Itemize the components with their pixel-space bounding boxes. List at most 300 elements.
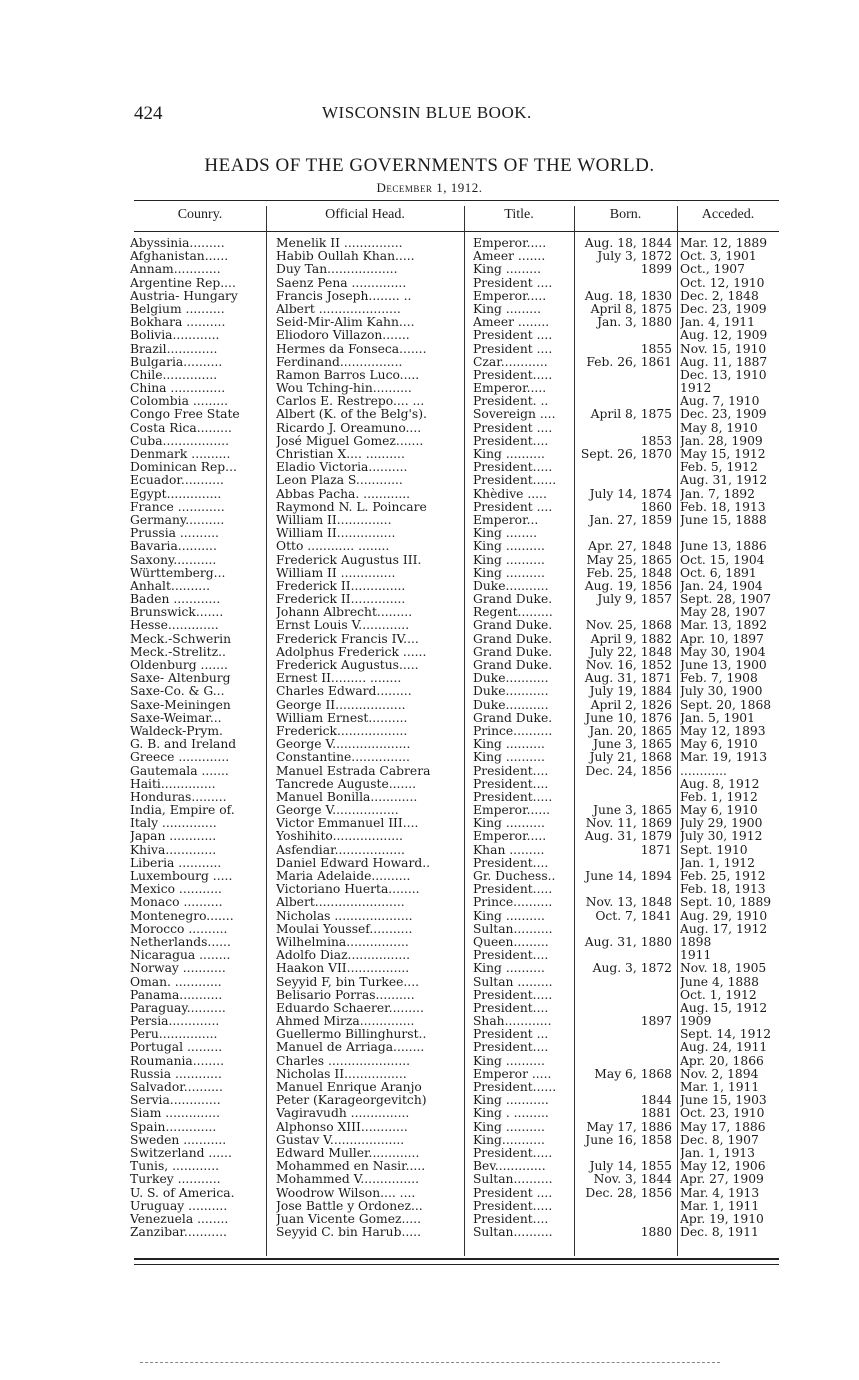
acceded-cell: Feb. 18, 1913 bbox=[680, 883, 766, 897]
acceded-cell: Mar. 12, 1889 bbox=[680, 237, 768, 250]
acceded-cell: 1898 bbox=[680, 935, 712, 949]
acceded-cell: July 30, 1912 bbox=[680, 830, 763, 844]
born-cell: 1897 bbox=[640, 1015, 672, 1029]
country-cell: Morocco .......... bbox=[130, 922, 228, 936]
table-row bbox=[130, 567, 778, 580]
country-cell: Turkey ........... bbox=[130, 1173, 221, 1187]
title-cell: Emperor..... bbox=[473, 830, 547, 844]
country-cell: Belgium .......... bbox=[130, 302, 225, 316]
country-cell: Saxe- Altenburg bbox=[130, 672, 231, 686]
official-head-cell: Tancrede Auguste....... bbox=[276, 777, 417, 791]
acceded-cell: Aug. 15, 1912 bbox=[680, 1001, 768, 1015]
acceded-cell: Mar. 19, 1913 bbox=[680, 751, 768, 765]
title-cell: Gr. Duchess.. bbox=[473, 870, 556, 883]
table-row bbox=[130, 448, 778, 461]
table-row bbox=[130, 923, 778, 936]
title-cell: Grand Duke. bbox=[473, 645, 553, 659]
official-head-cell: Mohammed V............... bbox=[276, 1173, 419, 1187]
table-row bbox=[130, 712, 778, 725]
header-bottom-rule bbox=[134, 231, 779, 232]
table-row bbox=[130, 422, 778, 435]
table-row bbox=[130, 883, 778, 896]
title-cell: Duke........... bbox=[473, 685, 549, 699]
acceded-cell: July 29, 1900 bbox=[680, 817, 763, 831]
table-top-rule bbox=[134, 200, 779, 201]
acceded-cell: Sept. 28, 1907 bbox=[680, 593, 772, 607]
title-cell: Emperor...... bbox=[473, 804, 551, 818]
title-cell: President..... bbox=[473, 790, 553, 804]
born-cell: Oct. 7, 1841 bbox=[595, 909, 672, 923]
acceded-cell: Aug. 24, 1911 bbox=[680, 1041, 768, 1055]
country-cell: Montenegro....... bbox=[130, 909, 234, 923]
official-head-cell: Wilhelmina................ bbox=[276, 935, 409, 949]
page-title: HEADS OF THE GOVERNMENTS OF THE WORLD. bbox=[204, 155, 655, 176]
table-row bbox=[130, 646, 778, 659]
country-cell: Bokhara .......... bbox=[130, 316, 226, 330]
acceded-cell: Mar. 4, 1913 bbox=[680, 1186, 760, 1200]
country-cell: Spain............. bbox=[130, 1120, 217, 1134]
official-head-cell: Raymond N. L. Poincare bbox=[276, 500, 427, 514]
table-row bbox=[130, 290, 778, 303]
column-header-title: Title. bbox=[504, 207, 534, 222]
born-cell: Dec. 28, 1856 bbox=[585, 1186, 672, 1200]
born-cell: Sept. 26, 1870 bbox=[580, 448, 672, 461]
table-row bbox=[130, 685, 778, 698]
country-cell: Meck.-Schwerin bbox=[130, 632, 232, 646]
country-cell: China .............. bbox=[130, 382, 226, 396]
acceded-cell: Dec. 13, 1910 bbox=[680, 368, 767, 382]
country-cell: Honduras......... bbox=[130, 790, 227, 804]
acceded-cell: May 17, 1886 bbox=[680, 1120, 766, 1134]
acceded-cell: Dec. 2, 1848 bbox=[680, 289, 759, 303]
title-cell: Grand Duke. bbox=[473, 632, 553, 646]
country-cell: Ecuador........... bbox=[130, 474, 224, 488]
acceded-cell: Jan. 5, 1901 bbox=[680, 711, 755, 725]
official-head-cell: Nicholas II................ bbox=[276, 1067, 407, 1081]
table-row bbox=[130, 1173, 778, 1186]
official-head-cell: George V.................... bbox=[276, 738, 411, 752]
born-cell: May 25, 1865 bbox=[586, 553, 672, 567]
official-head-cell: Woodrow Wilson.... .... bbox=[276, 1186, 416, 1200]
official-head-cell: Alphonso XIII............ bbox=[276, 1120, 408, 1134]
acceded-cell: Mar. 1, 1911 bbox=[680, 1199, 760, 1213]
born-cell: 1860 bbox=[640, 500, 672, 514]
country-cell: Russia ............ bbox=[130, 1067, 222, 1081]
table-row bbox=[130, 540, 778, 553]
born-cell: June 10, 1876 bbox=[585, 711, 672, 725]
official-head-cell: Ferdinand................ bbox=[276, 355, 403, 369]
official-head-cell: Carlos E. Restrepo.... ... bbox=[276, 395, 425, 409]
country-cell: Venezuela ........ bbox=[130, 1212, 229, 1226]
table-row bbox=[130, 1226, 778, 1239]
country-cell: Uruguay .......... bbox=[130, 1199, 228, 1213]
country-cell: Germany.......... bbox=[130, 513, 225, 527]
born-cell: April 9, 1882 bbox=[590, 632, 672, 646]
table-row bbox=[130, 989, 778, 1002]
acceded-cell: Oct. 3, 1901 bbox=[680, 250, 757, 264]
official-head-cell: William Ernest.......... bbox=[276, 711, 408, 725]
born-cell: June 14, 1894 bbox=[585, 870, 672, 883]
title-cell: Emperor..... bbox=[473, 237, 547, 250]
title-cell: King .......... bbox=[473, 553, 545, 567]
table-row bbox=[130, 1081, 778, 1094]
acceded-cell: July 30, 1900 bbox=[680, 685, 763, 699]
title-cell: Sultan.......... bbox=[473, 922, 553, 936]
official-head-cell: Francis Joseph........ .. bbox=[276, 289, 412, 303]
official-head-cell: Gustav V................... bbox=[276, 1133, 405, 1147]
born-cell: Nov. 16, 1852 bbox=[585, 659, 672, 672]
official-head-cell: Edward Muller............. bbox=[276, 1146, 420, 1160]
acceded-cell: May 6, 1910 bbox=[680, 738, 758, 752]
title-cell: King ......... bbox=[473, 302, 541, 316]
acceded-cell: Aug. 17, 1912 bbox=[680, 922, 768, 936]
country-cell: Prussia .......... bbox=[130, 527, 219, 541]
title-cell: President.... bbox=[473, 777, 549, 791]
born-cell: Jan. 20, 1865 bbox=[589, 724, 672, 738]
official-head-cell: Eduardo Schaerer......... bbox=[276, 1001, 424, 1015]
title-cell: Czar............ bbox=[473, 355, 548, 369]
title-cell: President .... bbox=[473, 329, 553, 343]
country-cell: Brunswick....... bbox=[130, 606, 224, 620]
acceded-cell: June 15, 1903 bbox=[680, 1094, 767, 1108]
born-cell: 1899 bbox=[640, 263, 672, 277]
official-head-cell: Seyyid F, bin Turkee.... bbox=[276, 975, 420, 989]
country-cell: Switzerland ...... bbox=[130, 1146, 232, 1160]
title-cell: Ameer ....... bbox=[473, 250, 546, 264]
official-head-cell: Victor Emmanuel III.... bbox=[276, 817, 419, 831]
acceded-cell: May 12, 1893 bbox=[680, 724, 766, 738]
born-cell: Aug. 31, 1880 bbox=[584, 935, 672, 949]
table-row bbox=[130, 1055, 778, 1068]
official-head-cell: Juan Vicente Gomez..... bbox=[276, 1212, 422, 1226]
country-cell: Cuba................. bbox=[130, 434, 229, 448]
country-cell: Panama........... bbox=[130, 988, 223, 1002]
born-cell: April 2, 1826 bbox=[590, 698, 672, 712]
acceded-cell: 1912 bbox=[680, 382, 712, 396]
official-head-cell: Frederick.................. bbox=[276, 724, 408, 738]
acceded-cell: Aug. 12, 1909 bbox=[680, 329, 768, 343]
official-head-cell: Adolfo Diaz................ bbox=[276, 949, 411, 963]
official-head-cell: Wou Tching-hin.......... bbox=[276, 382, 412, 396]
born-cell: 1881 bbox=[640, 1107, 672, 1121]
table-row bbox=[130, 488, 778, 501]
table-row bbox=[130, 554, 778, 567]
acceded-cell: Nov. 2, 1894 bbox=[680, 1067, 759, 1081]
table-row bbox=[130, 1121, 778, 1134]
table-row bbox=[130, 1147, 778, 1160]
title-cell: King .......... bbox=[473, 751, 545, 765]
country-cell: Egypt.............. bbox=[130, 487, 222, 501]
official-head-cell: Vagiravudh ............... bbox=[276, 1107, 410, 1121]
table-row bbox=[130, 1107, 778, 1120]
country-cell: Annam............ bbox=[130, 263, 221, 277]
acceded-cell: Aug. 11, 1887 bbox=[680, 355, 768, 369]
table-row bbox=[130, 633, 778, 646]
acceded-cell: June 13, 1900 bbox=[680, 659, 767, 672]
official-head-cell: Otto ............ ........ bbox=[276, 540, 390, 554]
born-cell: July 9, 1857 bbox=[597, 593, 672, 607]
acceded-cell: Jan. 7, 1892 bbox=[680, 487, 755, 501]
official-head-cell: Frederick II.............. bbox=[276, 593, 406, 607]
born-cell: 1871 bbox=[640, 843, 672, 857]
country-cell: Bavaria.......... bbox=[130, 540, 217, 554]
title-cell: Grand Duke. bbox=[473, 711, 553, 725]
acceded-cell: Jan. 4, 1911 bbox=[680, 316, 755, 330]
acceded-cell: Feb. 5, 1912 bbox=[680, 461, 758, 475]
title-cell: Duke........... bbox=[473, 698, 549, 712]
country-cell: G. B. and Ireland bbox=[130, 738, 237, 752]
column-header-acceded: Acceded. bbox=[701, 207, 755, 222]
country-cell: Sweden ........... bbox=[130, 1133, 227, 1147]
country-cell: France ............ bbox=[130, 500, 225, 514]
title-cell: Ameer ........ bbox=[473, 316, 550, 330]
acceded-cell: Dec. 23, 1909 bbox=[680, 302, 767, 316]
country-cell: Oman. ............ bbox=[130, 975, 222, 989]
acceded-cell: Nov. 15, 1910 bbox=[680, 342, 767, 356]
born-cell: Jan. 3, 1880 bbox=[597, 316, 672, 330]
born-cell: 1853 bbox=[640, 434, 672, 448]
official-head-cell: Ernest II......... ........ bbox=[276, 672, 402, 686]
acceded-cell: ............ bbox=[680, 764, 727, 778]
acceded-cell: 1909 bbox=[680, 1015, 712, 1029]
born-cell: April 8, 1875 bbox=[590, 408, 672, 422]
acceded-cell: June 13, 1886 bbox=[680, 540, 767, 554]
acceded-cell: Feb. 1, 1912 bbox=[680, 790, 758, 804]
country-cell: Colombia ......... bbox=[130, 395, 229, 409]
table-row bbox=[130, 817, 778, 830]
acceded-cell: Dec. 23, 1909 bbox=[680, 408, 767, 422]
title-cell: President..... bbox=[473, 1146, 553, 1160]
table-row bbox=[130, 1015, 778, 1028]
official-head-cell: Frederick II.............. bbox=[276, 579, 406, 593]
country-cell: Baden ............ bbox=[130, 593, 221, 607]
official-head-cell: Manuel Bonilla............ bbox=[276, 790, 418, 804]
title-cell: Khèdive ..... bbox=[473, 487, 547, 501]
official-head-cell: Jose Battle y Ordonez... bbox=[276, 1199, 423, 1213]
born-cell: 1880 bbox=[640, 1226, 672, 1240]
acceded-cell: Oct. 12, 1910 bbox=[680, 276, 765, 290]
country-cell: U. S. of America. bbox=[130, 1186, 235, 1200]
official-head-cell: Moulai Youssef........... bbox=[276, 922, 413, 936]
official-head-cell: Asfendiar.................. bbox=[276, 843, 405, 857]
title-cell: King .......... bbox=[473, 909, 545, 923]
official-head-cell: Constantine............... bbox=[276, 751, 410, 765]
official-head-cell: Duy Tan.................. bbox=[276, 263, 398, 277]
title-cell: King .......... bbox=[473, 962, 545, 976]
official-head-cell: Eladio Victoria.......... bbox=[276, 461, 408, 475]
table-row bbox=[130, 1041, 778, 1054]
born-cell: July 14, 1855 bbox=[589, 1160, 672, 1174]
country-cell: Peru............... bbox=[130, 1028, 218, 1042]
acceded-cell: May 6, 1910 bbox=[680, 804, 758, 818]
born-cell: July 14, 1874 bbox=[589, 487, 672, 501]
country-cell: Saxe-Meiningen bbox=[130, 698, 231, 712]
official-head-cell: William II............... bbox=[276, 527, 396, 541]
official-head-cell: Johann Albrecht......... bbox=[276, 606, 413, 620]
table-bottom-rule bbox=[134, 1258, 779, 1260]
title-cell: Bev............. bbox=[473, 1160, 546, 1174]
title-cell: President.... bbox=[473, 1212, 549, 1226]
acceded-cell: Dec. 8, 1907 bbox=[680, 1133, 759, 1147]
title-cell: Grand Duke. bbox=[473, 593, 553, 607]
born-cell: June 3, 1865 bbox=[593, 804, 672, 818]
title-cell: King .......... bbox=[473, 566, 545, 580]
table-row bbox=[130, 1028, 778, 1041]
table-row bbox=[130, 659, 778, 672]
title-cell: President. .. bbox=[473, 395, 549, 409]
country-cell: Tunis, ............ bbox=[130, 1160, 220, 1174]
title-cell: Grand Duke. bbox=[473, 659, 553, 672]
country-cell: Roumania........ bbox=[130, 1054, 225, 1068]
official-head-cell: Charles ..................... bbox=[276, 1054, 411, 1068]
born-cell: July 21, 1868 bbox=[589, 751, 672, 765]
country-cell: Saxe-Co. & G... bbox=[130, 685, 225, 699]
title-cell: King .......... bbox=[473, 448, 545, 461]
table-row bbox=[130, 699, 778, 712]
country-cell: Chile.............. bbox=[130, 368, 218, 382]
table-row bbox=[130, 1002, 778, 1015]
table-row bbox=[130, 356, 778, 369]
table-row bbox=[130, 738, 778, 751]
born-cell: 1844 bbox=[640, 1094, 672, 1108]
country-cell: Servia............. bbox=[130, 1094, 221, 1108]
country-cell: Luxembourg ..... bbox=[130, 870, 233, 883]
table-row bbox=[130, 593, 778, 606]
title-cell: President...... bbox=[473, 474, 557, 488]
acceded-cell: 1911 bbox=[680, 949, 712, 963]
country-cell: Württemberg... bbox=[130, 566, 226, 580]
born-cell: Nov. 13, 1848 bbox=[585, 896, 672, 910]
title-cell: Khan ......... bbox=[473, 843, 545, 857]
official-head-cell: José Miguel Gomez....... bbox=[276, 434, 424, 448]
born-cell: 1855 bbox=[640, 342, 672, 356]
country-cell: Gautemala ....... bbox=[130, 764, 229, 778]
acceded-cell: Feb. 25, 1912 bbox=[680, 870, 766, 883]
acceded-cell: Oct. 6, 1891 bbox=[680, 566, 757, 580]
born-cell: Apr. 27, 1848 bbox=[588, 540, 672, 554]
title-cell: President .... bbox=[473, 276, 553, 290]
born-cell: Aug. 19, 1856 bbox=[584, 579, 672, 593]
table-row bbox=[130, 1068, 778, 1081]
born-cell: Aug. 3, 1872 bbox=[592, 962, 672, 976]
country-cell: Persia............. bbox=[130, 1015, 220, 1029]
born-cell: July 22, 1848 bbox=[589, 645, 672, 659]
country-cell: India, Empire of. bbox=[130, 804, 235, 818]
official-head-cell: Ricardo J. Oreamuno.... bbox=[276, 421, 422, 435]
title-cell: President..... bbox=[473, 461, 553, 475]
table-bottom-rule-2 bbox=[134, 1264, 779, 1265]
born-cell: Aug. 31, 1879 bbox=[584, 830, 672, 844]
title-cell: President ... bbox=[473, 1028, 549, 1042]
country-cell: Congo Free State bbox=[130, 408, 240, 422]
country-cell: Bulgaria.......... bbox=[130, 355, 223, 369]
acceded-cell: Aug. 7, 1910 bbox=[680, 395, 760, 409]
country-cell: Netherlands...... bbox=[130, 935, 231, 949]
table-row bbox=[130, 962, 778, 975]
official-head-cell: Saenz Pena .............. bbox=[276, 276, 407, 290]
table-row bbox=[130, 408, 778, 421]
acceded-cell: Mar. 1, 1911 bbox=[680, 1081, 760, 1094]
title-cell: King . ......... bbox=[473, 1107, 549, 1121]
country-cell: Japan ............ bbox=[130, 830, 217, 844]
official-head-cell: Albert ..................... bbox=[276, 302, 401, 316]
title-cell: President.... bbox=[473, 949, 549, 963]
official-head-cell: William II.............. bbox=[276, 513, 392, 527]
acceded-cell: Sept. 1910 bbox=[680, 843, 748, 857]
table-row bbox=[130, 316, 778, 329]
acceded-cell: Oct., 1907 bbox=[680, 263, 745, 277]
country-cell: Portugal ......... bbox=[130, 1041, 223, 1055]
acceded-cell: Aug. 31, 1912 bbox=[680, 474, 768, 488]
born-cell: Aug. 18, 1844 bbox=[584, 237, 672, 250]
official-head-cell: Christian X.... .......... bbox=[276, 448, 405, 461]
country-cell: Abyssinia......... bbox=[130, 237, 225, 250]
official-head-cell: Frederick Augustus..... bbox=[276, 659, 419, 672]
title-cell: Emperor ..... bbox=[473, 1067, 552, 1081]
official-head-cell: Daniel Edward Howard.. bbox=[276, 856, 431, 870]
table-row bbox=[130, 949, 778, 962]
country-cell: Meck.-Strelitz.. bbox=[130, 645, 226, 659]
title-cell: King .......... bbox=[473, 1054, 545, 1068]
title-cell: President..... bbox=[473, 368, 553, 382]
country-cell: Brazil............. bbox=[130, 342, 218, 356]
table-row bbox=[130, 857, 778, 870]
country-cell: Zanzibar........... bbox=[130, 1226, 227, 1240]
table-row bbox=[130, 250, 778, 263]
acceded-cell: Aug. 8, 1912 bbox=[680, 777, 760, 791]
table-row bbox=[130, 369, 778, 382]
country-cell: Denmark .......... bbox=[130, 448, 231, 461]
title-cell: Sultan ......... bbox=[473, 975, 553, 989]
title-cell: King ........ bbox=[473, 527, 538, 541]
table-row bbox=[130, 619, 778, 632]
official-head-cell: Ramon Barros Luco..... bbox=[276, 368, 420, 382]
title-cell: President.... bbox=[473, 856, 549, 870]
table-row bbox=[130, 527, 778, 540]
table-row bbox=[130, 1187, 778, 1200]
table-body bbox=[130, 237, 778, 1239]
official-head-cell: Guellermo Billinghurst.. bbox=[276, 1028, 427, 1042]
official-head-cell: Manuel de Arriaga........ bbox=[276, 1041, 425, 1055]
official-head-cell: Yoshihito.................. bbox=[276, 830, 403, 844]
acceded-cell: Sept. 10, 1889 bbox=[680, 896, 772, 910]
title-cell: Emperor..... bbox=[473, 289, 547, 303]
title-cell: Grand Duke. bbox=[473, 619, 553, 633]
table-row bbox=[130, 936, 778, 949]
title-cell: President .... bbox=[473, 421, 553, 435]
official-head-cell: Adolphus Frederick ...... bbox=[276, 645, 427, 659]
country-cell: Waldeck-Prym. bbox=[130, 724, 223, 738]
country-cell: Hesse............. bbox=[130, 619, 219, 633]
running-title: WISCONSIN BLUE BOOK. bbox=[322, 103, 532, 122]
table-row bbox=[130, 1160, 778, 1173]
table-row bbox=[130, 461, 778, 474]
table-row bbox=[130, 303, 778, 316]
country-cell: Nicaragua ........ bbox=[130, 949, 231, 963]
born-cell: Feb. 25, 1848 bbox=[586, 566, 672, 580]
title-cell: President.... bbox=[473, 1041, 549, 1055]
official-head-cell: Nicholas .................... bbox=[276, 909, 413, 923]
acceded-cell: Apr. 19, 1910 bbox=[680, 1212, 764, 1226]
country-cell: Salvador.......... bbox=[130, 1081, 223, 1094]
table-row bbox=[130, 765, 778, 778]
official-head-cell: Seid-Mir-Alim Kahn.... bbox=[276, 316, 415, 330]
title-cell: Emperor... bbox=[473, 513, 539, 527]
acceded-cell: Jan. 24, 1904 bbox=[680, 579, 763, 593]
title-cell: Duke........... bbox=[473, 579, 549, 593]
official-head-cell: Frederick Augustus III. bbox=[276, 553, 422, 567]
page-number: 424 bbox=[134, 103, 163, 124]
